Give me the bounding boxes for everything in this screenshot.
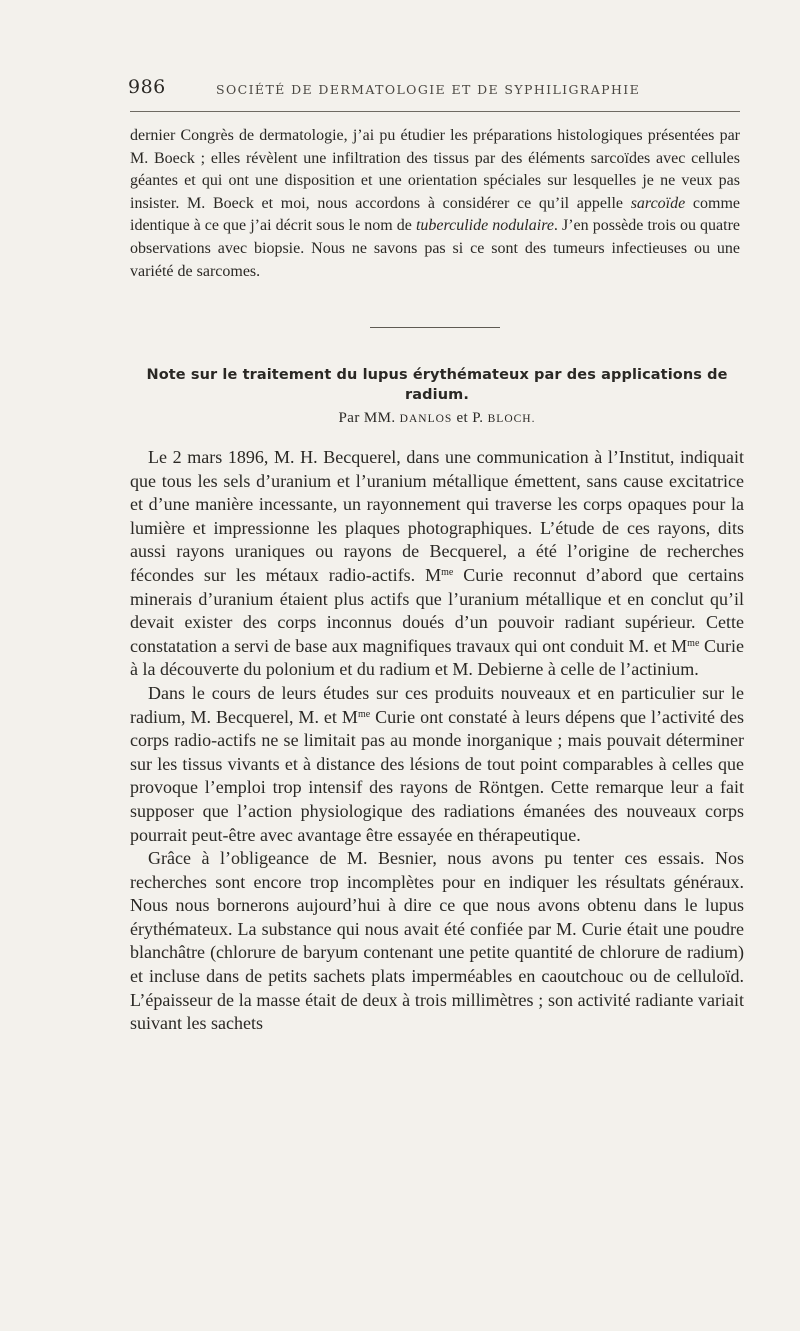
term-tuberculide: tuberculide nodulaire: [415, 217, 554, 235]
author-bloch: BLOCH.: [487, 413, 536, 425]
page-header: [128, 76, 748, 102]
paragraph-2: Dans le cours de leurs études sur ces produits nouveaux et en particulier sur le radium, M. Becquerel, M. et $M^{me}$ Curie ont constaté à leurs dépens que l’activité des corps radio-actifs ne se limitait pas au monde inorganique ; mais pouvait déterminer sur les tissus vivants et à distance des lésions de tout point comparables à celles que provoque l’emploi trop intensif des rayons de Röntgen. Cette remarque leur a fait supposer que l’action physiologique des radiations émanées des nouveaux corps pourrait peut-être avec avantage être essayée en thérapeutique.: [130, 682, 744, 845]
page-number: 986: [128, 76, 166, 98]
section-separator: [370, 327, 500, 328]
article-title: Note sur le traitement du lupus érythémateux par des applications de radium.: [146, 367, 728, 403]
article-byline: Par MM. DANLOS et P. BLOCH.: [338, 410, 536, 426]
header-rule: [130, 111, 740, 112]
running-head: SOCIÉTÉ DE DERMATOLOGIE ET DE SYPHILIGRAPHIE: [216, 82, 641, 97]
author-danlos: DANLOS: [399, 413, 453, 425]
article-body: [130, 446, 744, 1036]
paragraph-3: Grâce à l’obligeance de M. Besnier, nous avons pu tenter ces essais. Nos recherches sont encore trop incomplètes pour en indiquer les résultats généraux. Nous nous bornerons aujourd’hui à dire ce que nous avons obtenu dans le lupus érythémateux. La substance qui nous avait été confiée par M. Curie était une poudre blanchâtre (chlorure de baryum contenant une petite quantité de chlorure de radium) et incluse dans de petits sachets plats imperméables en caoutchouc ou de celluloïd. L’épaisseur de la masse était de deux à trois millimètres ; son activité radiante variait suivant les sachets: [130, 848, 744, 1034]
previous-article-paragraph: dernier Congrès de dermatologie, j’ai pu étudier les préparations histologiques présentées par M. Boeck ; elles révèlent une infiltration des tissus par des éléments sarcoïdes avec cellules géantes et qui ont une disposition et une orientation spéciales sur lesquelles je ne veux pas insister. M. Boeck et moi, nous accordons à considérer ce qu’il appelle sarcoïde comme identique à ce que j’ai décrit sous le nom de tuberculide nodulaire. J’en possède trois ou quatre observations avec biopsie. Nous ne savons pas si ce sont des tumeurs infectieuses ou une variété de sarcomes.: [130, 127, 741, 280]
previous-article-ending: [130, 125, 740, 283]
term-sarcoide: sarcoïde: [630, 194, 686, 212]
paragraph-1: Le 2 mars 1896, M. H. Becquerel, dans une communication à l’Institut, indiquait que tous les sels d’uranium et l’uranium métallique émettent, sans cause excitatrice et d’une manière incessante, un rayonnement qui traverse les corps opaques pour la lumière et impressionne les plaques photographiques. L’étude de ces rayons, dits aussi rayons uraniques ou rayons de Becquerel, a été l’origine de recherches fécondes sur les métaux radio-actifs. $M^{me}$ Curie reconnut d’abord que certains minerais d’uranium étaient plus actifs que l’uranium métallique et en conclut qu’il devait exister des corps inconnus doués d’un pouvoir radiant supérieur. Cette constatation a servi de base aux magnifiques travaux qui ont conduit M. et $M^{me}$ Curie à la découverte du polonium et du radium et M. Debierne à celle de l’actinium.: [130, 447, 744, 680]
